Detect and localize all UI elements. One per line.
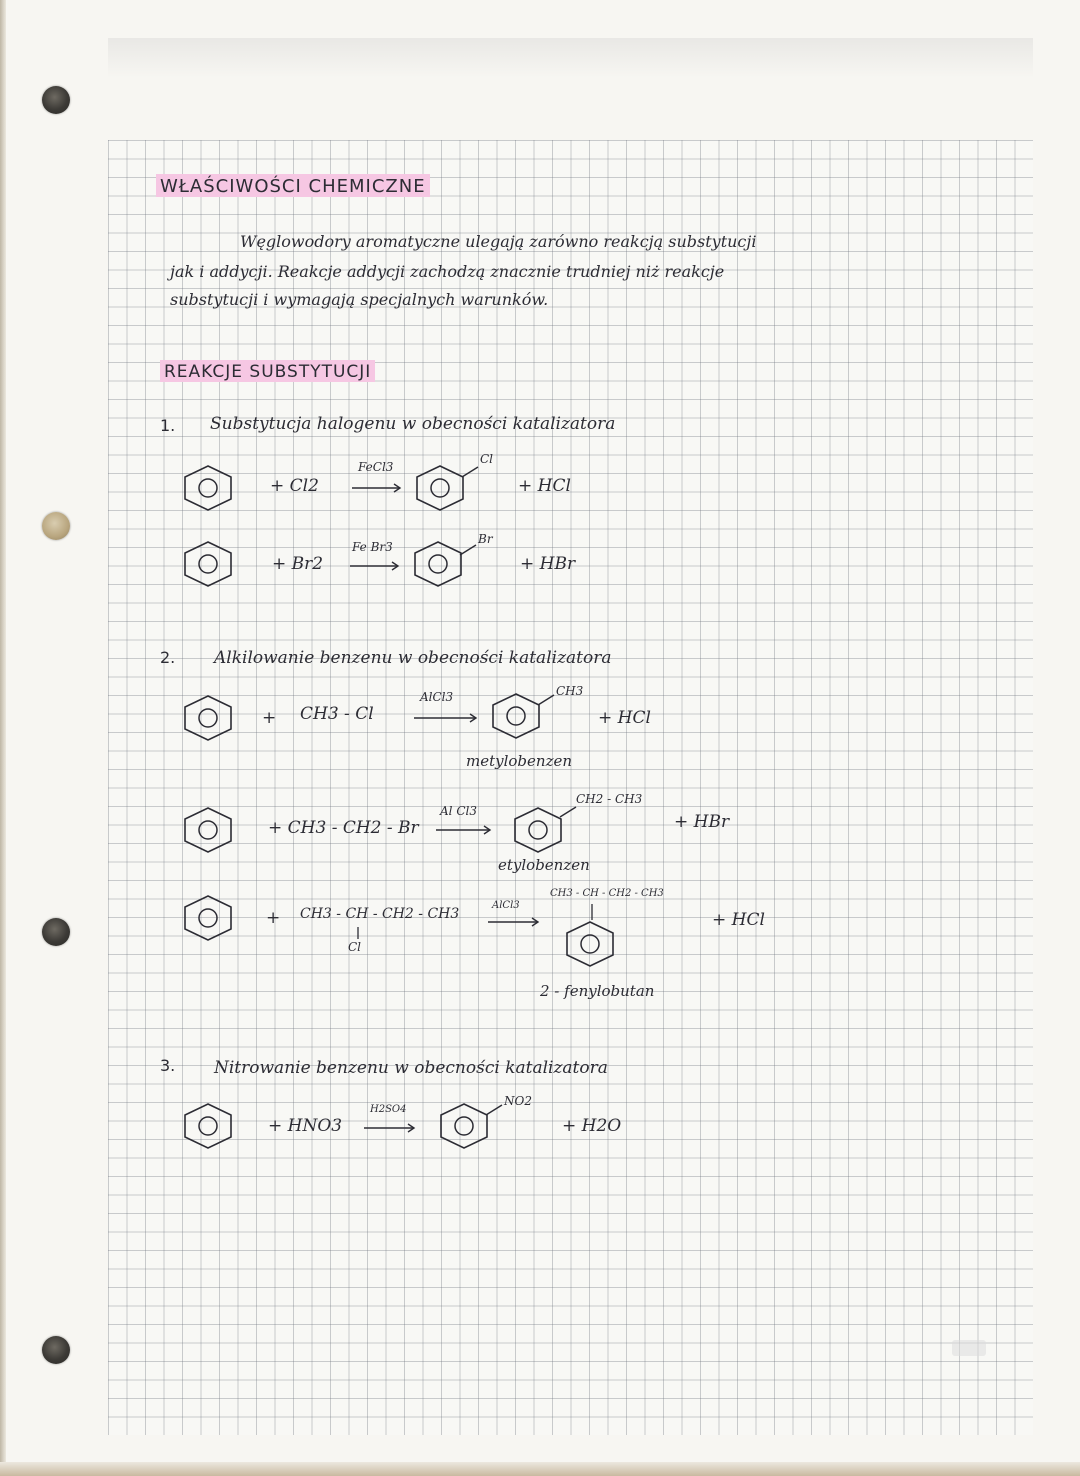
substituent: Br xyxy=(478,532,493,546)
group-2-number: 2. xyxy=(160,648,176,667)
catalyst-label: AlCl3 xyxy=(420,690,454,704)
substituent-bond xyxy=(538,690,556,702)
product-name: 2 - fenylobutan xyxy=(540,982,655,1000)
byproduct: + HBr xyxy=(674,812,730,832)
subsection-title: REAKCJE SUBSTYTUCJI xyxy=(160,362,375,382)
group-2-heading: Alkilowanie benzenu w obecności katalizatora xyxy=(214,648,612,668)
benzene-ring xyxy=(182,464,234,512)
grid-paper xyxy=(108,140,1033,1435)
reaction-arrow xyxy=(350,556,400,566)
catalyst-label: H2SO4 xyxy=(370,1104,407,1115)
benzene-ring xyxy=(182,1102,234,1150)
group-1-number: 1. xyxy=(160,416,176,435)
substituent: CH2 - CH3 xyxy=(576,792,643,806)
reactant: + Cl2 xyxy=(270,476,319,496)
product-name: metylobenzen xyxy=(466,752,573,770)
reaction-arrow xyxy=(414,708,478,718)
reactant: + HNO3 xyxy=(268,1116,343,1136)
page-edge-bottom xyxy=(0,1462,1080,1476)
benzene-ring xyxy=(438,1102,490,1150)
byproduct: + H2O xyxy=(562,1116,622,1136)
intro-line-2: jak i addycji. Reakcje addycji zachodzą znacznie trudniej niż reakcje xyxy=(170,262,725,281)
benzene-ring xyxy=(512,806,564,854)
group-3-number: 3. xyxy=(160,1056,176,1075)
binder-hole xyxy=(42,918,70,946)
intro-line-3: substytucji i wymagają specjalnych warunków. xyxy=(170,290,549,309)
byproduct: + HCl xyxy=(518,476,571,496)
section-title: WŁAŚCIWOŚCI CHEMICZNE xyxy=(156,176,430,197)
group-3-heading: Nitrowanie benzenu w obecności katalizatora xyxy=(214,1058,608,1078)
reaction-arrow xyxy=(364,1118,416,1128)
catalyst-label: FeCl3 xyxy=(358,460,394,474)
substituent: CH3 - CH - CH2 - CH3 xyxy=(550,888,664,899)
reactant: + Br2 xyxy=(272,554,324,574)
page-edge xyxy=(0,0,6,1476)
byproduct: + HBr xyxy=(520,554,576,574)
reactant: CH3 - CH - CH2 - CH3 xyxy=(300,906,460,922)
catalyst-label: Al Cl3 xyxy=(440,804,477,818)
benzene-ring xyxy=(490,692,542,740)
reactant-substituent: Cl xyxy=(348,940,362,954)
header-strip xyxy=(108,38,1033,78)
branch-bond xyxy=(356,926,360,940)
benzene-ring xyxy=(182,806,234,854)
benzene-ring xyxy=(182,540,234,588)
benzene-ring xyxy=(182,694,234,742)
benzene-ring xyxy=(564,920,616,968)
catalyst-label: AlCl3 xyxy=(492,900,520,911)
reaction-arrow xyxy=(488,912,540,922)
substituent: NO2 xyxy=(504,1094,532,1108)
benzene-ring xyxy=(412,540,464,588)
substituent-bond xyxy=(486,1100,504,1112)
binder-hole xyxy=(42,512,70,540)
reactant: + CH3 - CH2 - Br xyxy=(268,818,419,838)
benzene-ring xyxy=(414,464,466,512)
substituent: CH3 xyxy=(556,684,584,698)
product-name: etylobenzen xyxy=(498,856,590,874)
catalyst-label: Fe Br3 xyxy=(352,540,393,554)
plus-sign: + xyxy=(266,908,281,928)
substituent: Cl xyxy=(480,452,494,466)
corner-mark xyxy=(952,1340,986,1356)
byproduct: + HCl xyxy=(712,910,765,930)
intro-line-1: Węglowodory aromatyczne ulegają zarówno reakcją substytucji xyxy=(240,232,757,251)
plus-sign: + xyxy=(262,708,277,728)
benzene-ring xyxy=(182,894,234,942)
reaction-arrow xyxy=(352,478,402,488)
binder-hole xyxy=(42,86,70,114)
byproduct: + HCl xyxy=(598,708,651,728)
substituent-bond xyxy=(460,540,478,552)
reaction-arrow xyxy=(436,820,492,830)
group-1-heading: Substytucja halogenu w obecności katalizatora xyxy=(210,414,616,434)
substituent-bond xyxy=(462,462,480,474)
binder-hole xyxy=(42,1336,70,1364)
reactant: CH3 - Cl xyxy=(300,704,374,724)
